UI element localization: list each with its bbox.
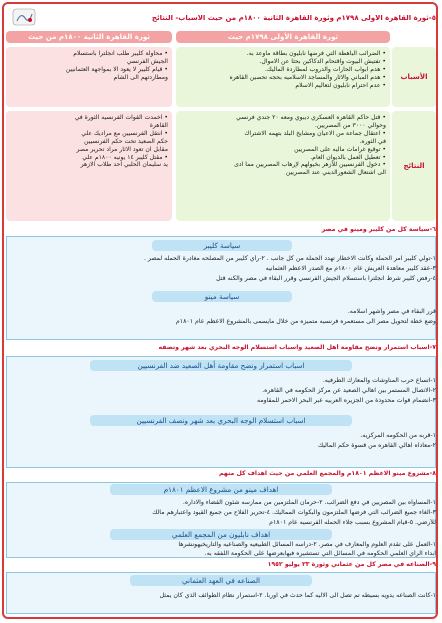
- north-line: ١-قربه من الحكومه المركزيه.: [360, 432, 436, 439]
- causes-col1-line: • الضرائب الباهظة التي فرضها نابليون بطاقة ماوعد به.: [246, 50, 386, 57]
- resistance-section: [6, 356, 436, 468]
- causes-col1-line: • تفتيش البيوت واقتحام الدكاكين بحثا عن الاموال.: [259, 57, 386, 65]
- results-col1-line: • دخول الفرنسيين للأزهر بخيولهم لإرهاب المصريين مما ادى: [234, 161, 386, 169]
- kleber-line: ٣-عقد كليبر معاهدة العريش عام ١٨٠٠م مع الصدر الاعظم العثمانيه: [265, 265, 436, 272]
- results-col2-line: • انتقل الفرنسيين مع مراديك علي: [81, 129, 168, 137]
- ottoman-line: ١-كانت الصناعه يدويه بسيطه تم تصل الى الاليه كما حدث في اوربا. ٢-استمرار نظام الطوائف الذي كان يمثل: [159, 592, 436, 599]
- kleber-heading: سياسة كليبر: [152, 240, 292, 251]
- south-line: ٣-انضمام قوات محدودة من الجزيره العربيه عبر البحر الاحمر للمقاومه: [257, 397, 436, 404]
- results-col1-line: • اعتقال جماعة من الاعيان ومشايخ البلد بتهمه الاشتراك: [244, 129, 386, 137]
- south-line: ١-اتساع حرب المناوشات والمعارك الطرفيه.: [322, 377, 436, 384]
- results-col1-line: • توقيع غرامات ماليه على المصريين: [294, 145, 386, 153]
- results-col1-line: الى اشتعال الشعورالديني عند المصريين: [285, 169, 386, 177]
- institute-line: ١-العمل على تقدم العلوم والمعارف في مصر. ٢-دراسه المسائل الطبيعيه والصناعيه والتاريخيهونشرها: [178, 541, 436, 548]
- menou-heading: سياسة مينو: [152, 291, 292, 302]
- causes-col2-line: • محاولة كليبر طلب انجلترا باستسلام: [73, 50, 168, 57]
- grand-plan-line: ٣-الغاء جميع الضرائب التي فرضها الملتزمون والبكوات المماليك. ٤-تحرير الفلاح من جميع القيود واعتبارهم مالك: [152, 509, 436, 516]
- results-col2-line: • اخمدت القوات الفرنسيه الثورة في: [74, 114, 168, 121]
- causes-col2-line: الجيش الفرنسي: [126, 57, 168, 65]
- results-col2-line: • مقتل كليبر ١٤ يونيه ١٨٠٠م علي: [82, 153, 168, 161]
- kleber-line: ١-تولي كليبر امر الحملة وكانت الاخطار تهدد الحملة من كل جانب . ٢-رأي كليبر من المصلحه مغادرة الحمله لمصر .: [143, 255, 436, 262]
- results-col2-line: حكم الصعيد تحت حكم الفرنسيين: [84, 137, 168, 145]
- results-col1-line: • قتل حاكم القاهره العسكري ديبوي ومعه ٢٠ جندي فرنسي: [236, 114, 386, 121]
- col1-header: ثورة القاهرة الأولى ١٧٩٨م حيث: [176, 31, 390, 43]
- institute-heading: اهداف نابليون من المجمع العلمي: [110, 529, 332, 540]
- results-col2-line: يد سليمان الحلبي احد طلاب الازهر: [80, 161, 168, 169]
- row-results-label: النتائج: [392, 111, 436, 221]
- north-line: ٢-معاداه اهالي القاهره من قسوة حكم الماليك: [317, 442, 436, 449]
- col2-header: ثورة القاهرة الثانية ١٨٠٠م من حيث: [6, 31, 172, 43]
- results-col2: [6, 111, 172, 221]
- ottoman-heading: الصناعه في العهد العثماني: [130, 575, 312, 586]
- results-col1: [176, 111, 390, 221]
- causes-col2-line: • قيام كليبر لا يعود الا بمواجهة العثمانيين: [65, 65, 168, 73]
- row-causes-label: الأسباب: [392, 47, 436, 107]
- south-heading: اسباب استمرار ونضح مقاومة أهل الصعيد ضد الفرنسيين: [90, 360, 352, 371]
- menou-line: وضع خطة لتحويل مصر الى مستعمره فرنسيه متميزه من خلال مايسمى بالمشروع الاعظم عام ١٨٠١م: [175, 318, 436, 325]
- question-6-heading: ٦-سياسة كل من كليبر ومينو في مصر: [321, 226, 436, 233]
- results-col2-line: القاهرة: [149, 121, 168, 129]
- causes-col1-line: • هدم ابواب الحارات والدروب لمطاردة الماليك.: [264, 65, 386, 73]
- institute-line: ابداء الرأي العلمي الحكومه في المسائل التي تستشيره فيهابعرضها على الحكومة اللفقه به.: [204, 550, 436, 557]
- question-9-heading: ٩-الصناعه في مصر كل من عثماني وثورة ٢٣ يوليو ١٩٥٢: [267, 561, 436, 568]
- grand-plan-line: ١-المساواه بين المصريين في دفع الضرائب. ٢-حرمان الملتزمين من ممارسه شئون القضاء والاداره.: [182, 499, 436, 506]
- kleber-line: ٤-رفض كليبر شرط انجلترا باستسلام الجيش الفرنسي وقرر البقاء في مصر والكنه قتل: [216, 275, 436, 282]
- question-8-heading: ٨-مشروع مينو الاعظم ١٨٠١م والمجمع العلمي من حيث اهداف كل منهم: [219, 470, 436, 477]
- results-col1-line: في الثوره.: [359, 137, 386, 145]
- causes-col2-line: ومطاردتهم الى الشام: [113, 73, 168, 81]
- page-title: ٥-ثورة القاهرة الاولى ١٧٩٨م وثورة القاهرة الثانية ١٨٠٠م من حيث الاسباب- النتائج: [151, 15, 436, 22]
- causes-col1-line: • عدم احترام نابليون لتعاليم الاسلام: [295, 81, 386, 89]
- north-heading: اسباب استسلام الوجه البحري بعد شهر ونصف الفرنسيين: [90, 415, 352, 426]
- results-col1-line: • تعطيل العمل بالديوان العام.: [310, 153, 386, 161]
- causes-col2: [6, 47, 172, 107]
- south-line: ٢-الاتصال المستمر بين اهالي الصعيد عن مركز الحكومه في القاهره.: [262, 387, 436, 394]
- question-7-heading: ٧-اسباب استمرار ونضح مقاومة أهل الصعيد واسباب استسلام الوجه البحري بعد شهر وتصفه: [158, 344, 436, 351]
- results-col2-line: مقابل ان تعود الاثار مراد تحرير مصر: [76, 145, 168, 153]
- menou-line: قرر البقاء في مصر واشهر اسلامه.: [347, 308, 436, 315]
- results-col1-line: وحوالي ٣٠٠٠ من المصريين.: [314, 121, 386, 129]
- grand-plan-heading: اهداف مينو من مشروع الاعظم ١٨٠١م: [110, 484, 332, 495]
- causes-col1-line: • هدم المباني والاثار والمساجد الاسلاميه بحجه تحصين القاهره: [229, 73, 386, 81]
- table-corner: [390, 31, 436, 43]
- causes-col1: [176, 47, 390, 107]
- grand-plan-line: للأرضي. ٥-قيام المشروع بسبب جلاء الحمله الفرنسيه عام ١٨٠١م: [269, 519, 436, 526]
